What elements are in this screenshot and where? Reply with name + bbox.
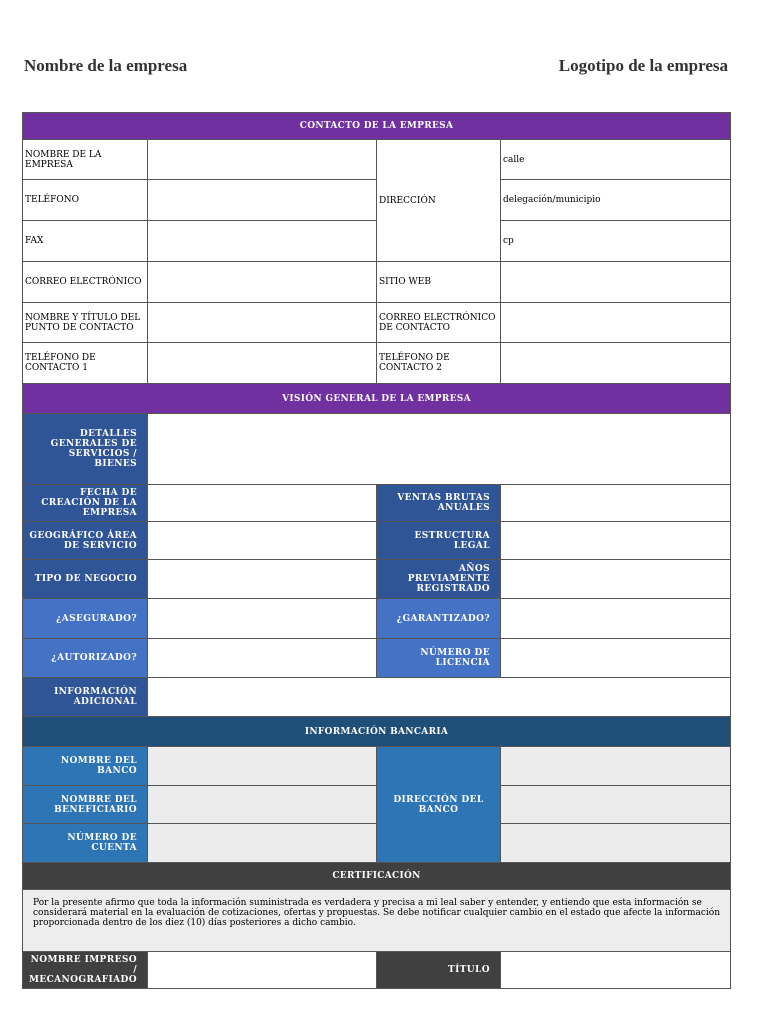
contact-section-header: CONTACTO DE LA EMPRESA	[23, 113, 731, 140]
website-label: SITIO WEB	[377, 262, 501, 303]
legal-structure-label: ESTRUCTURA LEGAL	[377, 522, 501, 560]
beneficiary-field[interactable]	[148, 786, 377, 824]
address-label: DIRECCIÓN	[377, 140, 501, 262]
contact-name-label: NOMBRE Y TÍTULO DEL PUNTO DE CONTACTO	[23, 303, 148, 343]
certification-text: Por la presente afirmo que toda la información suministrada es verdadera y precisa a mi leal saber y entender, y entiendo que esta información se considerará material en la evaluación de cotizaciones, ofertas y propuestas. Se debe notificar cualquier cambio en el estado que afecte la información proporcionada dentro de los diez (10) días posteriores a dicho cambio.	[23, 890, 731, 952]
business-type-label: TIPO DE NEGOCIO	[23, 560, 148, 599]
service-area-label: GEOGRÁFICO ÁREA DE SERVICIO	[23, 522, 148, 560]
company-name-heading: Nombre de la empresa	[24, 56, 188, 75]
additional-info-field[interactable]	[148, 678, 731, 717]
company-name-field[interactable]	[148, 140, 377, 180]
fax-label: FAX	[23, 221, 148, 262]
authorized-label: ¿AUTORIZADO?	[23, 639, 148, 678]
details-label: DETALLES GENERALES DE SERVICIOS / BIENES	[23, 414, 148, 485]
address-street-field[interactable]: calle	[501, 140, 731, 180]
contact-phone2-field[interactable]	[501, 343, 731, 384]
years-registered-label: AÑOS PREVIAMENTE REGISTRADO	[377, 560, 501, 599]
banking-section-header: INFORMACIÓN BANCARIA	[23, 717, 731, 747]
insured-field[interactable]	[148, 599, 377, 639]
business-type-field[interactable]	[148, 560, 377, 599]
bank-address-field-2[interactable]	[501, 786, 731, 824]
bank-address-label: DIRECCIÓN DEL BANCO	[377, 747, 501, 863]
phone-field[interactable]	[148, 180, 377, 221]
contact-phone1-label: TELÉFONO DE CONTACTO 1	[23, 343, 148, 384]
license-field[interactable]	[501, 639, 731, 678]
printed-name-field[interactable]	[148, 952, 377, 989]
contact-phone2-label: TELÉFONO DE CONTACTO 2	[377, 343, 501, 384]
service-area-field[interactable]	[148, 522, 377, 560]
bank-address-field-3[interactable]	[501, 824, 731, 863]
contact-email-label: CORREO ELECTRÓNICO DE CONTACTO	[377, 303, 501, 343]
overview-section-header: VISIÓN GENERAL DE LA EMPRESA	[23, 384, 731, 414]
legal-structure-field[interactable]	[501, 522, 731, 560]
company-name-label: NOMBRE DE LA EMPRESA	[23, 140, 148, 180]
bank-name-field[interactable]	[148, 747, 377, 786]
address-district-field[interactable]: delegación/municipio	[501, 180, 731, 221]
contact-name-field[interactable]	[148, 303, 377, 343]
contact-phone1-field[interactable]	[148, 343, 377, 384]
signer-title-label: TÍTULO	[377, 952, 501, 989]
gross-sales-label: VENTAS BRUTAS ANUALES	[377, 485, 501, 522]
guaranteed-label: ¿GARANTIZADO?	[377, 599, 501, 639]
signer-title-field[interactable]	[501, 952, 731, 989]
bank-address-field-1[interactable]	[501, 747, 731, 786]
insured-label: ¿ASEGURADO?	[23, 599, 148, 639]
guaranteed-field[interactable]	[501, 599, 731, 639]
details-field[interactable]	[148, 414, 731, 485]
gross-sales-field[interactable]	[501, 485, 731, 522]
account-number-field[interactable]	[148, 824, 377, 863]
account-number-label: NÚMERO DE CUENTA	[23, 824, 148, 863]
address-zip-field[interactable]: cp	[501, 221, 731, 262]
founded-label: FECHA DE CREACIÓN DE LA EMPRESA	[23, 485, 148, 522]
beneficiary-label: NOMBRE DEL BENEFICIARIO	[23, 786, 148, 824]
company-logo-placeholder: Logotipo de la empresa	[558, 56, 728, 75]
fax-field[interactable]	[148, 221, 377, 262]
authorized-field[interactable]	[148, 639, 377, 678]
years-registered-field[interactable]	[501, 560, 731, 599]
email-label: CORREO ELECTRÓNICO	[23, 262, 148, 303]
email-field[interactable]	[148, 262, 377, 303]
additional-info-label: INFORMACIÓN ADICIONAL	[23, 678, 148, 717]
vendor-form-table	[22, 112, 731, 989]
phone-label: TELÉFONO	[23, 180, 148, 221]
printed-name-label: NOMBRE IMPRESO / MECANOGRAFIADO	[23, 952, 148, 989]
bank-name-label: NOMBRE DEL BANCO	[23, 747, 148, 786]
website-field[interactable]	[501, 262, 731, 303]
contact-email-field[interactable]	[501, 303, 731, 343]
certification-section-header: CERTIFICACIÓN	[23, 863, 731, 890]
license-label: NÚMERO DE LICENCIA	[377, 639, 501, 678]
founded-field[interactable]	[148, 485, 377, 522]
